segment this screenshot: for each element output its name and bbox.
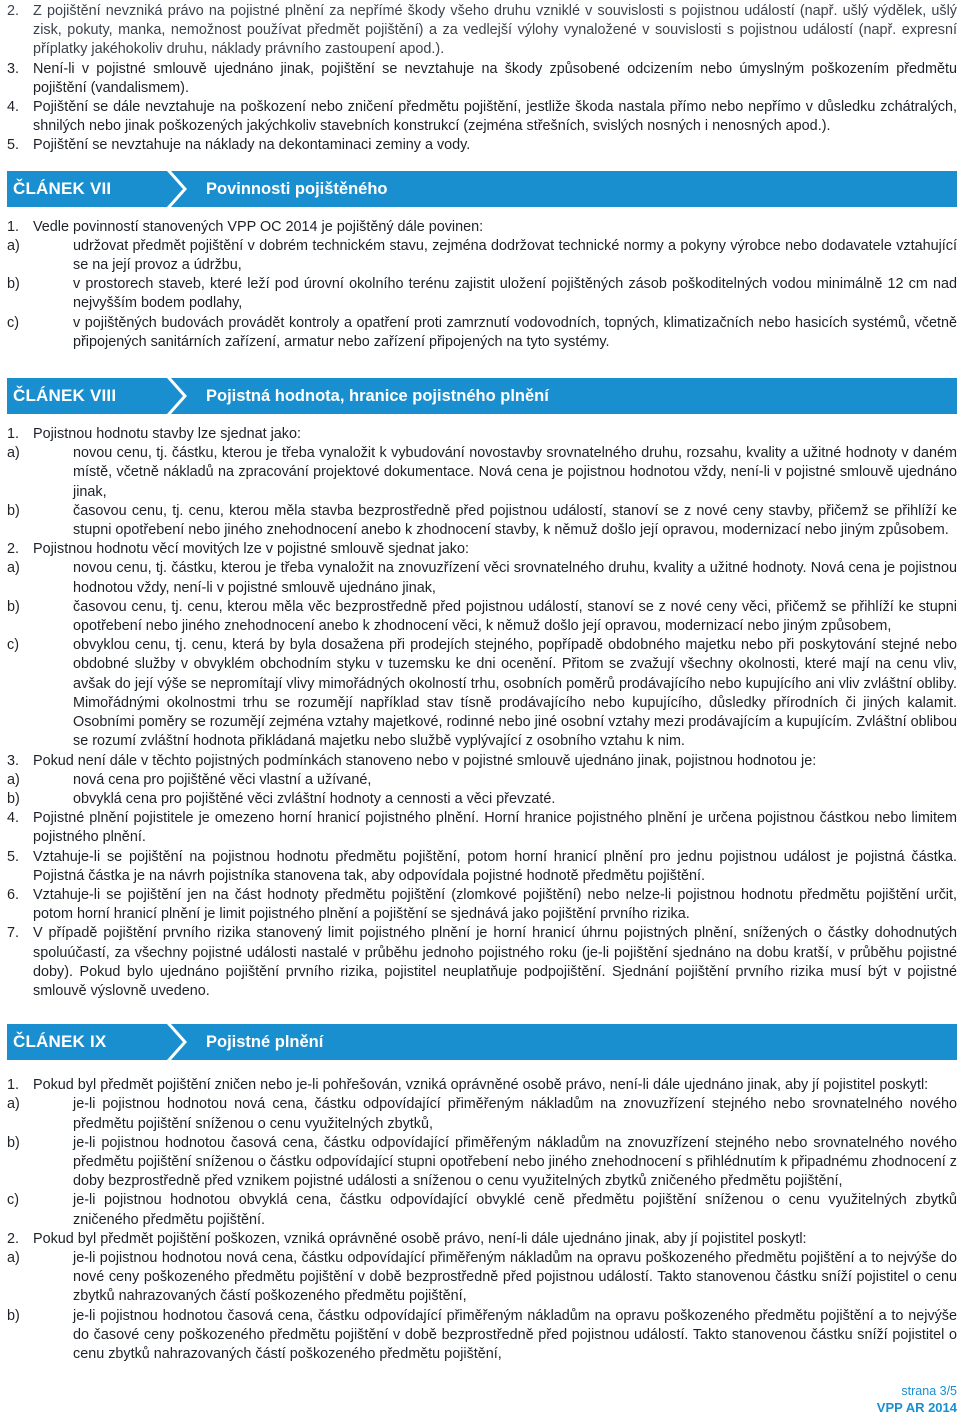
sub-item-text: je-li pojistnou hodnotou časová cena, částku odpovídající přiměřeným nákladům na znovuzřízení stejného nebo srovnatelného nového předmětu pojištění sníženou o částku odpovídající stupni opotřebení nebo jiného znehodnocení s přihlédnutím k připadnému zhodnocení z doby bezprostředně před vznikem pojistné události a sníženou o cenu využitelných zbytků zničeného předmětu pojištění,: [73, 1134, 957, 1190]
sub-item-letter: a): [7, 771, 20, 788]
paragraph-text: Vztahuje-li se pojištění jen na část hodnoty předmětu pojištění (zlomkové pojištění) nebo nelze-li pojistnou hodnotu předmětu pojištění určit, potom horní hranicí plnění je limit pojistného plnění a pojištění se sjednává jako pojištění prvního rizika.: [33, 886, 957, 923]
paragraph-text: Z pojištění nevzniká právo na pojistné plnění za nepřímé škody všeho druhu vzniklé v souvislosti s pojistnou událostí (např. ušlý výdělek, ušlý zisk, pokuty, manka, nemožnost používat předmět pojištění) a za vedlejší výlohy vynaložené v souvislosti s pojistnou událostí (např. expresní příplatky jakéhokoliv druhu, náklady právního zastoupení apod.).: [33, 3, 957, 58]
sub-item-letter: b): [7, 790, 20, 807]
paragraph-number: 7.: [7, 925, 20, 942]
paragraph: [7, 1076, 957, 1095]
paragraph: [7, 540, 957, 559]
sub-item-letter: a): [7, 1249, 20, 1266]
sub-item-letter: b): [7, 1307, 20, 1324]
sub-item: [7, 275, 957, 313]
paragraph-number: 5.: [7, 137, 20, 154]
article-7-body: [7, 218, 957, 352]
paragraph-number: 5.: [7, 848, 20, 865]
sub-item-letter: b): [7, 276, 20, 293]
sub-item-text: udržovat předmět pojištění v dobrém technickém stavu, zejména dodržovat technické normy a pokyny výrobce nebo dodavatele vztahující se na její provoz a údržbu,: [73, 237, 957, 274]
paragraph-number: 3.: [7, 60, 20, 77]
sub-item-text: obvyklou cenu, tj. cenu, která by byla dosažena při prodejích stejného, popřípadě obdobného majetku nebo při poskytování stejné nebo obdobné služby v obvyklém obchodním styku v tuzemsku ke dni ocenění. Přitom se zvažují všechny okolnosti, které mají na cenu vliv, avšak do její výše se nepromítají vlivy mimořádných okolností trhu, osobních poměrů prodávajícího nebo kupujícího ani vliv zvláštní obliby. Mimořádnými okolnostmi trhu se rozumějí například stav tísně prodávajícího nebo kupujícího, důsledky přírodních či jiných kalamit. Osobními poměry se rozumějí zejména vztahy majetkové, rodinné nebo jiné osobní vztahy mezi prodávajícím a kupujícím. Zvláštní oblibou se rozumí zvláštní hodnota přikládaná majetku nebo službě vyplývající z osobního vztahu k nim.: [73, 637, 957, 750]
sub-item-letter: a): [7, 237, 20, 254]
sub-item-text: je-li pojistnou hodnotou nová cena, částku odpovídající přiměřeným nákladům na opravu poškozeného předmětu pojištění a to nejvýše do nové ceny poškozeného předmětu pojištění v době bezprostředně před pojistnou událostí. Takto stanovenou částku sníží pojistitel o cenu zbytků nahrazovaných částí poškozeného předmětu pojištění,: [73, 1249, 957, 1305]
sub-item-text: časovou cenu, tj. cenu, kterou měla stavba bezprostředně před pojistnou událostí, stanoví se z nové ceny stavby, přičemž se přihlíží ke stupni opotřebení nebo jiného znehodnocení anebo k zhodnocení stavby, k němuž došlo její opravou, modernizací nebo jiným způsobem.: [73, 502, 957, 539]
paragraph-text: Pokud byl předmět pojištění poškozen, vzniká oprávněné osobě právo, není-li dále ujednáno jinak, aby jí pojistitel poskytl:: [33, 1230, 807, 1247]
sub-item: [7, 771, 957, 790]
sub-item: [7, 598, 957, 636]
intro-section: [7, 2, 957, 156]
sub-item-text: nová cena pro pojištěné věci vlastní a užívané,: [73, 771, 372, 788]
paragraph-number: 1.: [7, 426, 20, 443]
paragraph-number: 1.: [7, 218, 20, 235]
sub-item-letter: b): [7, 502, 20, 519]
article-number: ČLÁNEK VIII: [13, 386, 117, 406]
document-version: VPP AR 2014: [876, 1400, 957, 1415]
paragraph-number: 2.: [7, 1230, 20, 1247]
sub-item: [7, 237, 957, 275]
page-footer: [877, 1384, 957, 1416]
article-title: Pojistné plnění: [206, 1033, 324, 1052]
sub-item: [7, 314, 957, 352]
document-page: [7, 2, 957, 1364]
paragraph: [7, 752, 957, 771]
sub-item: [7, 1134, 957, 1192]
paragraph-text: Není-li v pojistné smlouvě ujednáno jinak, pojištění se nevztahuje na škody způsobené odcizením nebo úmyslným poškozením předmětu pojištění (vandalismem).: [33, 60, 957, 96]
paragraph-number: 2.: [7, 3, 20, 19]
sub-item: [7, 1307, 957, 1365]
paragraph-4: [7, 98, 957, 136]
paragraph-text: Pojištění se nevztahuje na náklady na dekontaminaci zeminy a vody.: [33, 137, 471, 154]
article-number: ČLÁNEK VII: [13, 178, 112, 198]
paragraph: [7, 848, 957, 886]
article-header-banner: [7, 171, 957, 207]
paragraph: [7, 809, 957, 847]
paragraph: [7, 425, 957, 444]
article-8-header: [7, 378, 957, 414]
sub-item-text: je-li pojistnou hodnotou nová cena, částku odpovídající přiměřeným nákladům na znovuzřízení stejného nebo srovnatelného nového předmětu pojištění sníženou o cenu využitelných zbytků,: [73, 1096, 957, 1132]
sub-item-text: je-li pojistnou hodnotou časová cena, částku odpovídající přiměřeným nákladům na opravu poškozeného předmětu pojištění a to nejvýše do časové ceny poškozeného předmětu pojištění v době bezprostředně před pojistnou událostí. Takto stanovenou částku sníží pojistitel o cenu zbytků nahrazovaných částí poškozeného předmětu pojištění,: [73, 1307, 957, 1362]
paragraph-text: Pokud byl předmět pojištění zničen nebo je-li pohřešován, vzniká oprávněné osobě právo, není-li dále ujednáno jinak, aby jí pojistitel poskytl:: [33, 1077, 929, 1094]
paragraph-text: Pojistnou hodnotu věcí movitých lze v pojistné smlouvě sjednat jako:: [33, 541, 469, 558]
paragraph-2: [7, 2, 957, 60]
sub-item-text: novou cenu, tj. částku, kterou je třeba vynaložit k vybudování novostavby srovnatelného druhu, rozsahu, kvality a užitné hodnoty v daném místě, včetně nákladů na zpracování projektové dokumentace. Nová cena je pojistnou hodnotou vždy, není-li v pojistné smlouvě ujednáno jinak,: [73, 445, 957, 500]
sub-item: [7, 1191, 957, 1229]
sub-item-text: v pojištěných budovách provádět kontroly a opatření proti zamrznutí vodovodních, topných, klimatizačních nebo hasicích systémů, včetně připojených sanitárních zařízení, armatur nebo zařízení připojených na tyto systémy.: [73, 314, 957, 350]
sub-item-letter: a): [7, 1096, 20, 1113]
paragraph: [7, 924, 957, 1001]
article-number: ČLÁNEK IX: [13, 1032, 107, 1052]
paragraph-number: 6.: [7, 886, 20, 903]
sub-item: [7, 636, 957, 751]
paragraph-number: 4.: [7, 99, 20, 116]
paragraph: [7, 1230, 957, 1249]
paragraph-text: Vztahuje-li se pojištění na pojistnou hodnotu předmětu pojištění, potom horní hranicí plnění pro jednu pojistnou událost je pojistná částka. Pojistná částka je na návrh pojistníka stanovena tak, aby odpovídala pojistné hodnotě předmětu pojištění.: [33, 848, 957, 884]
article-7-header: [7, 171, 957, 207]
paragraph-5: [7, 136, 957, 155]
paragraph-3: [7, 60, 957, 98]
paragraph-text: Pojistné plnění pojistitele je omezeno horní hranicí pojistného plnění. Horní hranice pojistného plnění je určena pojistnou částkou nebo limitem pojistného plnění.: [33, 810, 957, 846]
paragraph-number: 4.: [7, 810, 20, 827]
paragraph-text: Pojištění se dále nevztahuje na poškození nebo zničení předmětu pojištění, jestliže škoda nastala přímo nebo nepřímo v důsledku zchátralých, shnilých nebo jinak poškozených jakýchkoliv stavebních konstrukcí (zejména střešních, svislých nosných i nenosných apod.).: [33, 99, 957, 135]
sub-item-text: v prostorech staveb, které leží pod úrovní okolního terénu zajistit uložení pojištěných zásob poškoditelných vodou minimálně 12 cm nad nejvyšším bodem podlahy,: [73, 276, 957, 312]
article-title: Pojistná hodnota, hranice pojistného plnění: [206, 387, 549, 406]
paragraph: [7, 218, 957, 237]
sub-item: [7, 1095, 957, 1133]
paragraph-number: 3.: [7, 752, 20, 769]
article-title: Povinnosti pojištěného: [206, 179, 388, 198]
sub-item-letter: c): [7, 1192, 19, 1209]
paragraph-number: 1.: [7, 1077, 20, 1094]
paragraph-number: 2.: [7, 541, 20, 558]
sub-item-letter: a): [7, 560, 20, 577]
article-9-body: [7, 1076, 957, 1364]
sub-item-letter: a): [7, 445, 20, 462]
sub-item-text: novou cenu, tj. částku, kterou je třeba vynaložit na znovuzřízení věci srovnatelného druhu, kvality a užitné hodnoty. Nová cena je pojistnou hodnotou vždy, není-li v pojistné smlouvě ujednáno jinak,: [73, 560, 957, 596]
paragraph-text: V případě pojištění prvního rizika stanovený limit pojistného plnění je horní hranicí úhrnu pojistných plnění, snížených o částky dohodnutých spoluúčastí, za všechny pojistné události nastalé v průběhu jednoho pojistného roku (je-li pojištění sjednáno na dobu kratší, v průběhu pojistné doby). Pokud bylo ujednáno pojištění prvního rizika, pojistitel neuplatňuje podpojištění. Sjednání pojištění prvního rizika musí být v pojistné smlouvě výslovně uvedeno.: [33, 925, 957, 999]
article-9-header: [7, 1024, 957, 1060]
sub-item-text: obvyklá cena pro pojištěné věci zvláštní hodnoty a cennosti a věci převzaté.: [73, 790, 556, 807]
page-number: strana 3/5: [901, 1384, 957, 1398]
sub-item: [7, 790, 957, 809]
article-8-body: [7, 425, 957, 1001]
sub-item-letter: c): [7, 637, 19, 654]
paragraph-text: Pokud není dále v těchto pojistných podmínkách stanoveno nebo v pojistné smlouvě ujednáno jinak, pojistnou hodnotou je:: [33, 752, 817, 769]
sub-item: [7, 444, 957, 502]
paragraph-text: Vedle povinností stanovených VPP OC 2014 je pojištěný dále povinen:: [33, 218, 484, 235]
article-header-banner: [7, 1024, 957, 1060]
sub-item: [7, 1249, 957, 1307]
sub-item-text: je-li pojistnou hodnotou obvyklá cena, částku odpovídající obvyklé ceně předmětu pojištění sníženou o cenu využitelných zbytků zničeného předmětu pojištění.: [73, 1192, 957, 1228]
sub-item-letter: b): [7, 598, 20, 615]
paragraph: [7, 886, 957, 924]
sub-item-letter: b): [7, 1134, 20, 1151]
sub-item: [7, 559, 957, 597]
paragraph-text: Pojistnou hodnotu stavby lze sjednat jako:: [33, 426, 301, 443]
sub-item-letter: c): [7, 314, 19, 331]
sub-item: [7, 502, 957, 540]
sub-item-text: časovou cenu, tj. cenu, kterou měla věc bezprostředně před pojistnou událostí, stanoví se z nové ceny věci, přičemž se přihlíží ke stupni opotřebení nebo jiného znehodnocení anebo k zhodnocení věci, k němuž došlo její opravou, modernizací nebo jiným způsobem,: [73, 598, 957, 635]
